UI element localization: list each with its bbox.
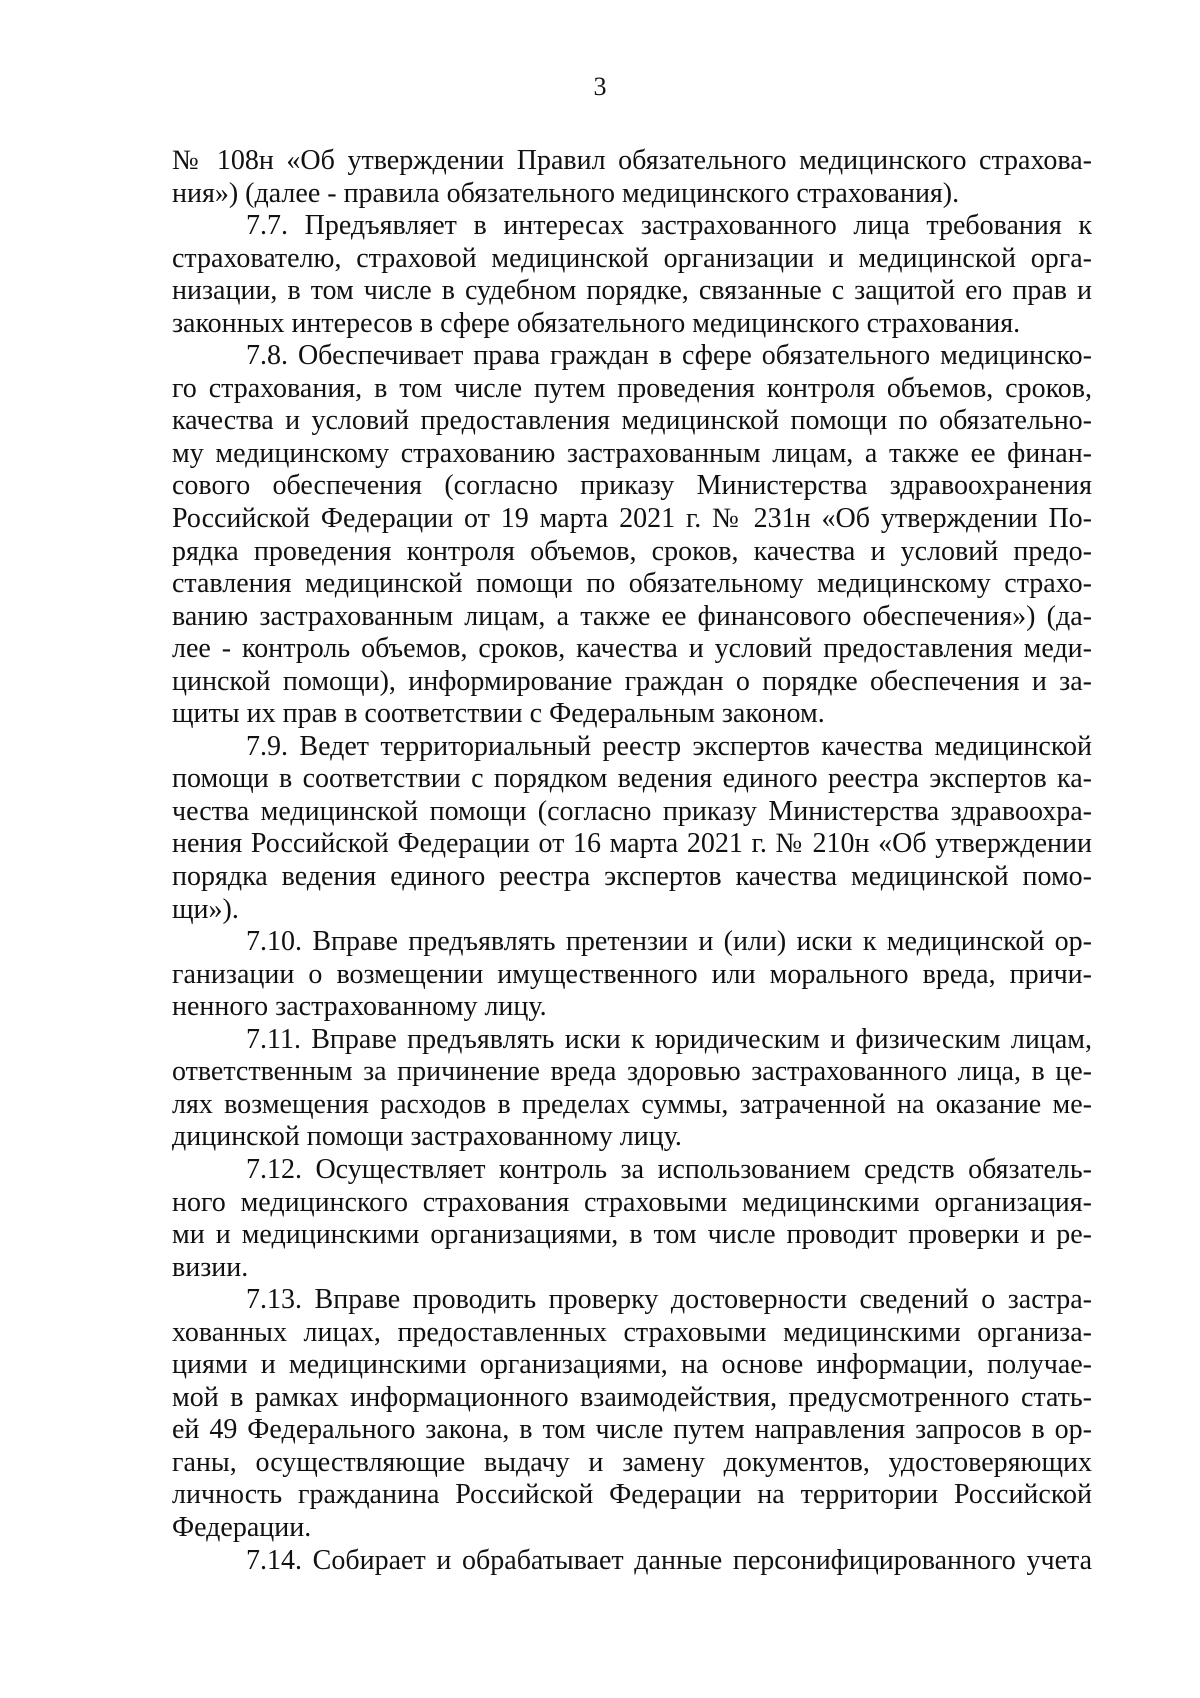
text-line: лях возмещения расходов в пределах суммы, затраченной на оказание ме- <box>172 1088 1092 1120</box>
text-line: щиты их прав в соответствии с Федеральным законом. <box>172 698 825 730</box>
text-line: помощи в соответствии с порядком ведения единого реестра экспертов ка- <box>172 763 1092 795</box>
text-line: 7.13. Вправе проводить проверку достоверности сведений о застра- <box>246 1284 1092 1316</box>
text-line: 7.11. Вправе предъявлять иски к юридическим и физическим лицам, <box>246 1023 1092 1055</box>
text-line: 7.9. Ведет территориальный реестр экспертов качества медицинской <box>246 730 1092 762</box>
text-line: чества медицинской помощи (согласно приказу Министерства здравоохра- <box>172 795 1092 827</box>
text-line: ставления медицинской помощи по обязательному медицинскому страхо- <box>172 568 1092 600</box>
text-line: ответственным за причинение вреда здоровью застрахованного лица, в це- <box>172 1056 1092 1088</box>
body-text <box>172 145 1092 1577</box>
text-line: дицинской помощи застрахованному лицу. <box>172 1121 682 1153</box>
text-line: хованных лицах, предоставленных страховыми медицинскими организа- <box>172 1316 1092 1348</box>
text-line: порядка ведения единого реестра экспертов качества медицинской помо- <box>172 861 1092 893</box>
text-line: 7.7. Предъявляет в интересах застрахованного лица требования к <box>246 210 1092 242</box>
text-line: ганы, осуществляющие выдачу и замену документов, удостоверяющих <box>172 1446 1092 1478</box>
text-line: му медицинскому страхованию застрахованным лицам, а также ее финан- <box>172 437 1092 469</box>
text-line: Федерации. <box>172 1511 312 1543</box>
text-line: ного медицинского страхования страховыми медицинскими организация- <box>172 1186 1092 1218</box>
text-line: низации, в том числе в судебном порядке, связанные с защитой его прав и <box>172 275 1092 307</box>
text-line: рядка проведения контроля объемов, сроков, качества и условий предо- <box>172 535 1092 567</box>
text-line: цинской помощи), информирование граждан о порядке обеспечения и за- <box>172 665 1092 697</box>
text-line: мой в рамках информационного взаимодействия, предусмотренного стать- <box>172 1381 1092 1413</box>
text-line: законных интересов в сфере обязательного медицинского страхования. <box>172 307 1021 339</box>
text-line: страхователю, страховой медицинской организации и медицинской орга- <box>172 242 1092 274</box>
text-line: ванию застрахованным лицам, а также ее финансового обеспечения») (да- <box>172 600 1092 632</box>
text-line: сового обеспечения (согласно приказу Министерства здравоохранения <box>172 470 1092 502</box>
text-line: визии. <box>172 1251 249 1283</box>
text-line: циями и медицинскими организациями, на основе информации, получае- <box>172 1349 1092 1381</box>
text-line: № 108н «Об утверждении Правил обязательного медицинского страхова- <box>172 145 1092 176</box>
text-line: 7.8. Обеспечивает права граждан в сфере обязательного медицинско- <box>246 340 1092 372</box>
text-line: нения Российской Федерации от 16 марта 2021 г. № 210н «Об утверждении <box>172 828 1092 860</box>
text-line: ей 49 Федерального закона, в том числе путем направления запросов в ор- <box>172 1414 1092 1446</box>
text-line: ния») (далее - правила обязательного медицинского страхования). <box>172 177 960 209</box>
text-line: лее - контроль объемов, сроков, качества и условий предоставления меди- <box>172 633 1092 665</box>
text-line: качества и условий предоставления медицинской помощи по обязательно- <box>172 405 1092 437</box>
text-line: 7.12. Осуществляет контроль за использованием средств обязатель- <box>246 1153 1092 1185</box>
text-line: ненного застрахованному лицу. <box>172 991 547 1023</box>
text-line: го страхования, в том числе путем проведения контроля объемов, сроков, <box>172 372 1092 404</box>
text-line: 7.10. Вправе предъявлять претензии и (или) иски к медицинской ор- <box>246 926 1092 958</box>
page-number: 3 <box>593 72 607 101</box>
text-line: личность гражданина Российской Федерации на территории Российской <box>172 1479 1092 1511</box>
text-line: ми и медицинскими организациями, в том числе проводит проверки и ре- <box>172 1219 1092 1251</box>
text-line: Российской Федерации от 19 марта 2021 г. № 231н «Об утверждении По- <box>172 503 1092 535</box>
text-line: щи»). <box>172 893 239 925</box>
text-line: 7.14. Собирает и обрабатывает данные персонифицированного учета <box>246 1544 1092 1576</box>
text-line: ганизации о возмещении имущественного или морального вреда, причи- <box>172 958 1092 990</box>
